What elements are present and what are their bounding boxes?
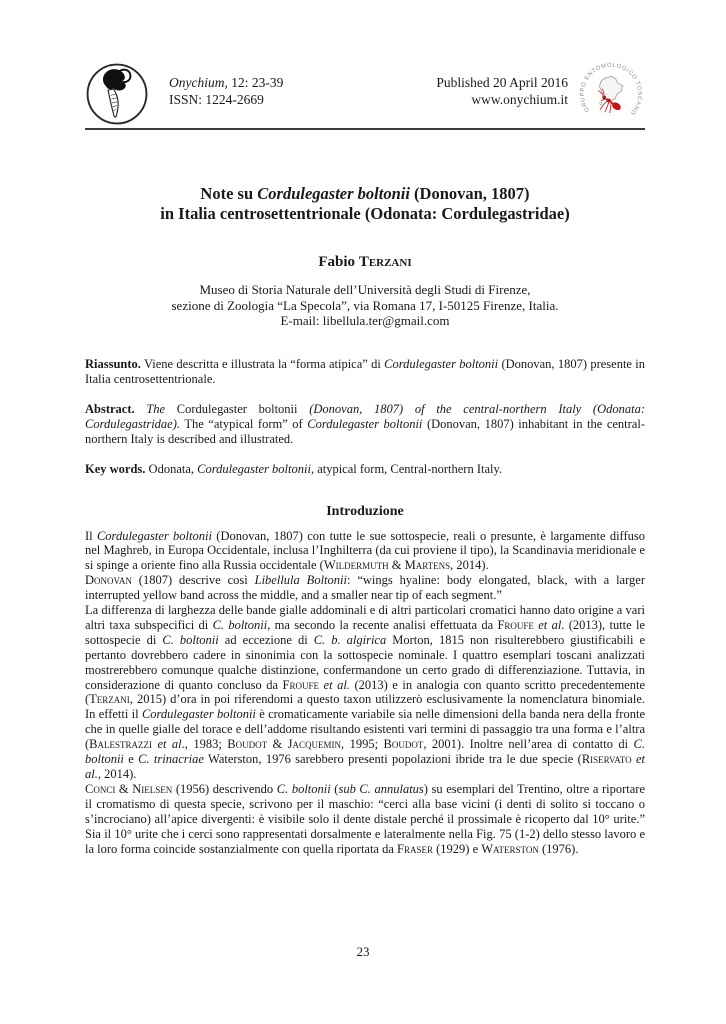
- keywords-paragraph: Key words. Odonata, Cordulegaster boltonii, atypical form, Central-northern Italy.: [85, 461, 503, 476]
- journal-citation: Onychium, 12: 23-39: [169, 75, 284, 90]
- body-paragraph: Donovan (1807) descrive così Libellula Boltonii: “wings hyaline: body elongated, black, with a larger interrupted yellow band across the middle, and a smaller near tip of each segment.”: [85, 573, 646, 603]
- affiliation-line: Museo di Storia Naturale dell’Università degli Studi di Firenze,: [199, 282, 531, 297]
- onychium-claw-logo: [85, 62, 149, 126]
- affiliation-line: E-mail: libellula.ter@gmail.com: [280, 313, 450, 328]
- gruppo-entomologico-toscano-emblem: [577, 60, 645, 128]
- published-date: Published 20 April 2016: [436, 75, 568, 90]
- claw-icon: [103, 69, 126, 90]
- affiliation-line: sezione di Zoologia “La Specola”, via Romana 17, I-50125 Firenze, Italia.: [171, 297, 559, 313]
- emblem-circular-text: GRUPPO ENTOMOLOGICO TOSCANO: [579, 62, 643, 117]
- body-paragraph: Conci & Nielsen (1956) descrivendo C. boltonii (sub C. annulatus) su esemplari del Trentino, oltre a riportare il cromatismo di questa specie, scrivono per il maschio: “cerci alla base vicini (i denti di solito si toccano o s’incrociano) all’apice divergenti: è visibile solo il dente distale perché il prossimale è ricoperto dal 10° urite.” Sia il 10° urite che i cerci sono rappresentati dorsalmente e lateralmente nella Fig. 75 (1-2) dello stesso lavoro e la loro forma coincide sostanzialmente con quella riportata da Fraser (1929) e Waterston (1976).: [85, 781, 646, 856]
- article-body: [85, 529, 645, 857]
- section-heading-introduzione: Introduzione: [326, 503, 404, 519]
- title-line-2: in Italia centrosettentrionale (Odonata: Cordulegastridae): [160, 204, 570, 223]
- author-affiliation: [85, 282, 645, 329]
- page-number: 23: [356, 944, 370, 959]
- article-title: [85, 184, 645, 224]
- journal-website: www.onychium.it: [471, 92, 568, 107]
- body-paragraph: Il Cordulegaster boltonii (Donovan, 1807) con tutte le sue sottospecie, reali o presunte, è largamente diffuso nel Maghreb, in Europa Occidentale, inclusa l’Inghilterra (da cui proviene il tipo), la Scandinavia meridionale e si spinge a oriente fino alla Russia occidentale (Wildermuth & Martens, 2014).: [85, 528, 646, 573]
- journal-issn: ISSN: 1224-2669: [169, 92, 264, 107]
- riassunto-paragraph: Riassunto. Viene descritta e illustrata la “forma atipica” di Cordulegaster boltonii (Donovan, 1807) presente in Italia centrosettentrionale.: [85, 356, 646, 386]
- title-line-1: Note su Cordulegaster boltonii (Donovan, 1807): [200, 184, 530, 203]
- journal-header: [85, 0, 645, 128]
- journal-info: [169, 74, 283, 108]
- publication-info: [436, 74, 568, 108]
- abstract-paragraph: Abstract. The Cordulegaster boltonii (Donovan, 1807) of the central-northern Italy (Odonata: Cordulegastridae). The “atypical form” of Cordulegaster boltonii (Donovan, 1807) inhabitant in the central-northern Italy is described and illustrated.: [85, 401, 645, 446]
- header-divider: [85, 128, 645, 130]
- author-name: Fabio Terzani: [318, 254, 412, 270]
- body-paragraph: La differenza di larghezza delle bande gialle addominali e di altri particolari cromatici hanno dato origine a vari altri taxa subspecifici di C. boltonii, ma secondo la recente analisi effettuata da Froufe et al. (2013), tutte le sottospecie di C. boltonii ad eccezione di C. b. algirica Morton, 1815 non risulterebbero giustificabili e pertanto dovrebbero cadere in sinonimia con la sottospecie nominale. I quattro esemplari toscani analizzati mostrerebbero comunque qualche distinzione, confermandone un certo grado di differenziazione. Tuttavia, in considerazione di quanto concluso da Froufe et al. (2013) e in analogia con quanto scritto precedentemente (Terzani, 2015) d’ora in poi riferendomi a questo taxon utilizzerò esclusivamente la nomenclatura binomiale. In effetti il Cordulegaster boltonii è cromaticamente variabile sia nelle dimensioni della banda nera della fronte che in quelle gialle del torace e dell’addome risultando esistenti vari termini di passaggio tra una forma e l’altra (Balestrazzi et al., 1983; Boudot & Jacquemin, 1995; Boudot, 2001). Inoltre nell’area di contatto di C. boltonii e C. trinacriae Waterston, 1976 sarebbero presenti popolazioni ibride tra le due specie (Riservato et al., 2014).: [85, 603, 646, 781]
